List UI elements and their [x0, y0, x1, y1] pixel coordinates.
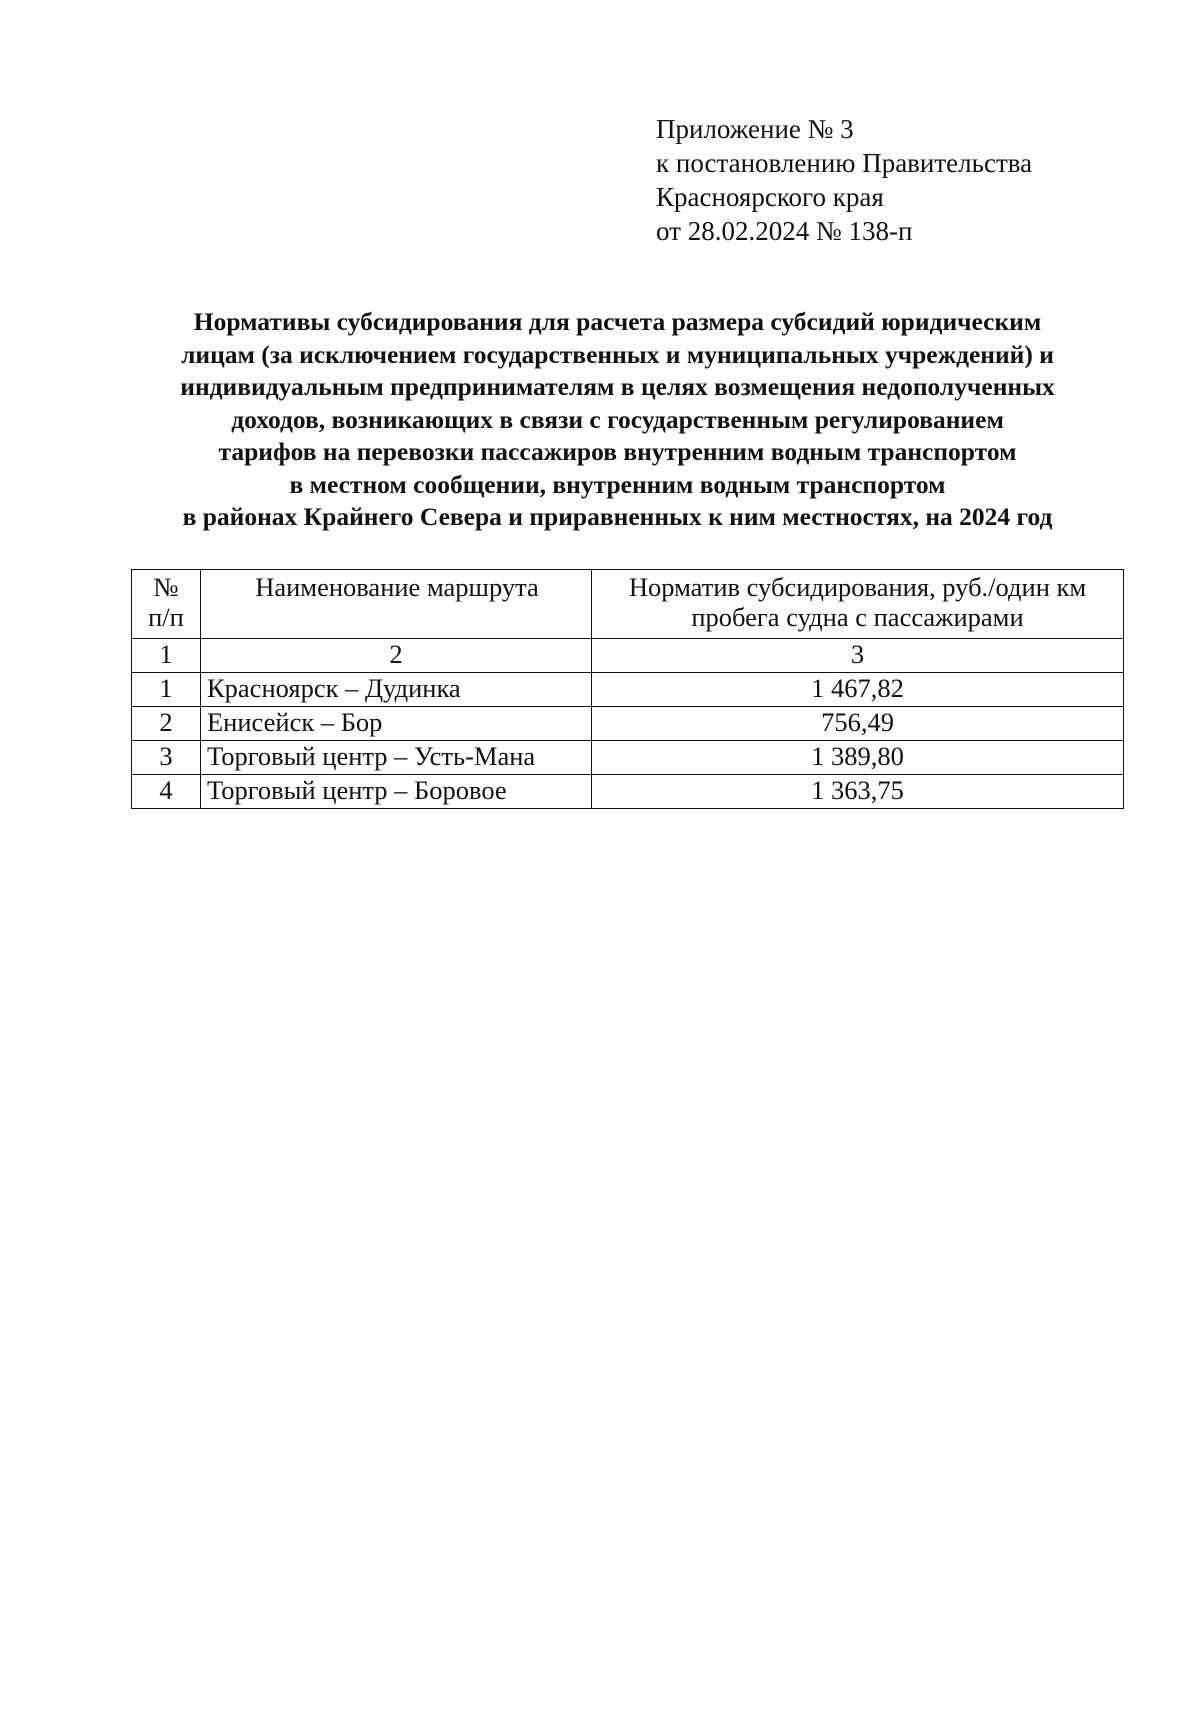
header-route-name-cell: Наименование маршрута — [201, 570, 592, 639]
row-number-cell: 3 — [132, 741, 201, 775]
table-row — [132, 707, 1124, 741]
route-name-cell: Енисейск – Бор — [201, 707, 592, 741]
table-row — [132, 741, 1124, 775]
header-rate-line: Норматив субсидирования, руб./один км — [628, 572, 1087, 602]
row-number-cell: 1 — [132, 673, 201, 707]
title-line: тарифов на перевозки пассажиров внутренним водным транспортом — [218, 437, 1017, 466]
rate-value-cell: 1 363,75 — [592, 775, 1124, 809]
appendix-header — [656, 112, 1032, 248]
rate-value-cell: 1 389,80 — [592, 741, 1124, 775]
title-line: в районах Крайнего Севера и приравненных к ним местностях, на 2024 год — [182, 502, 1053, 531]
header-number-cell — [132, 570, 201, 639]
header-rate-line: пробега судна с пассажирами — [691, 602, 1024, 632]
column-number-cell: 3 — [592, 639, 1124, 673]
header-rate-cell — [592, 570, 1124, 639]
title-line: в местном сообщении, внутренним водным транспортом — [289, 469, 946, 499]
route-name-cell: Торговый центр – Боровое — [201, 775, 592, 809]
subsidy-rates-table — [131, 569, 1124, 809]
header-number-abbr: п/п — [148, 602, 184, 632]
appendix-resolution-ref: к постановлению Правительства — [656, 148, 1033, 178]
table-header-row — [132, 570, 1124, 639]
route-name-cell: Торговый центр – Усть-Мана — [201, 741, 592, 775]
title-line: индивидуальным предпринимателям в целях возмещения недополученных — [180, 372, 1055, 401]
row-number-cell: 4 — [132, 775, 201, 809]
row-number-cell: 2 — [132, 707, 201, 741]
table-row — [132, 673, 1124, 707]
table-row — [132, 775, 1124, 809]
title-line: доходов, возникающих в связи с государственным регулированием — [231, 404, 1004, 434]
document-title — [130, 306, 1105, 534]
column-number-cell: 1 — [132, 639, 201, 673]
rate-value-cell: 1 467,82 — [592, 673, 1124, 707]
title-line: лицам (за исключением государственных и муниципальных учреждений) и — [181, 339, 1054, 369]
column-number-cell: 2 — [201, 639, 592, 673]
appendix-date-number: от 28.02.2024 № 138-п — [656, 216, 913, 246]
title-line: Нормативы субсидирования для расчета размера субсидий юридическим — [193, 307, 1042, 336]
rate-value-cell: 756,49 — [592, 707, 1124, 741]
route-name-cell: Красноярск – Дудинка — [201, 673, 592, 707]
appendix-region: Красноярского края — [656, 182, 884, 212]
appendix-number: Приложение № 3 — [656, 114, 854, 144]
header-number-symbol: № — [153, 572, 179, 602]
column-numbers-row — [132, 639, 1124, 673]
